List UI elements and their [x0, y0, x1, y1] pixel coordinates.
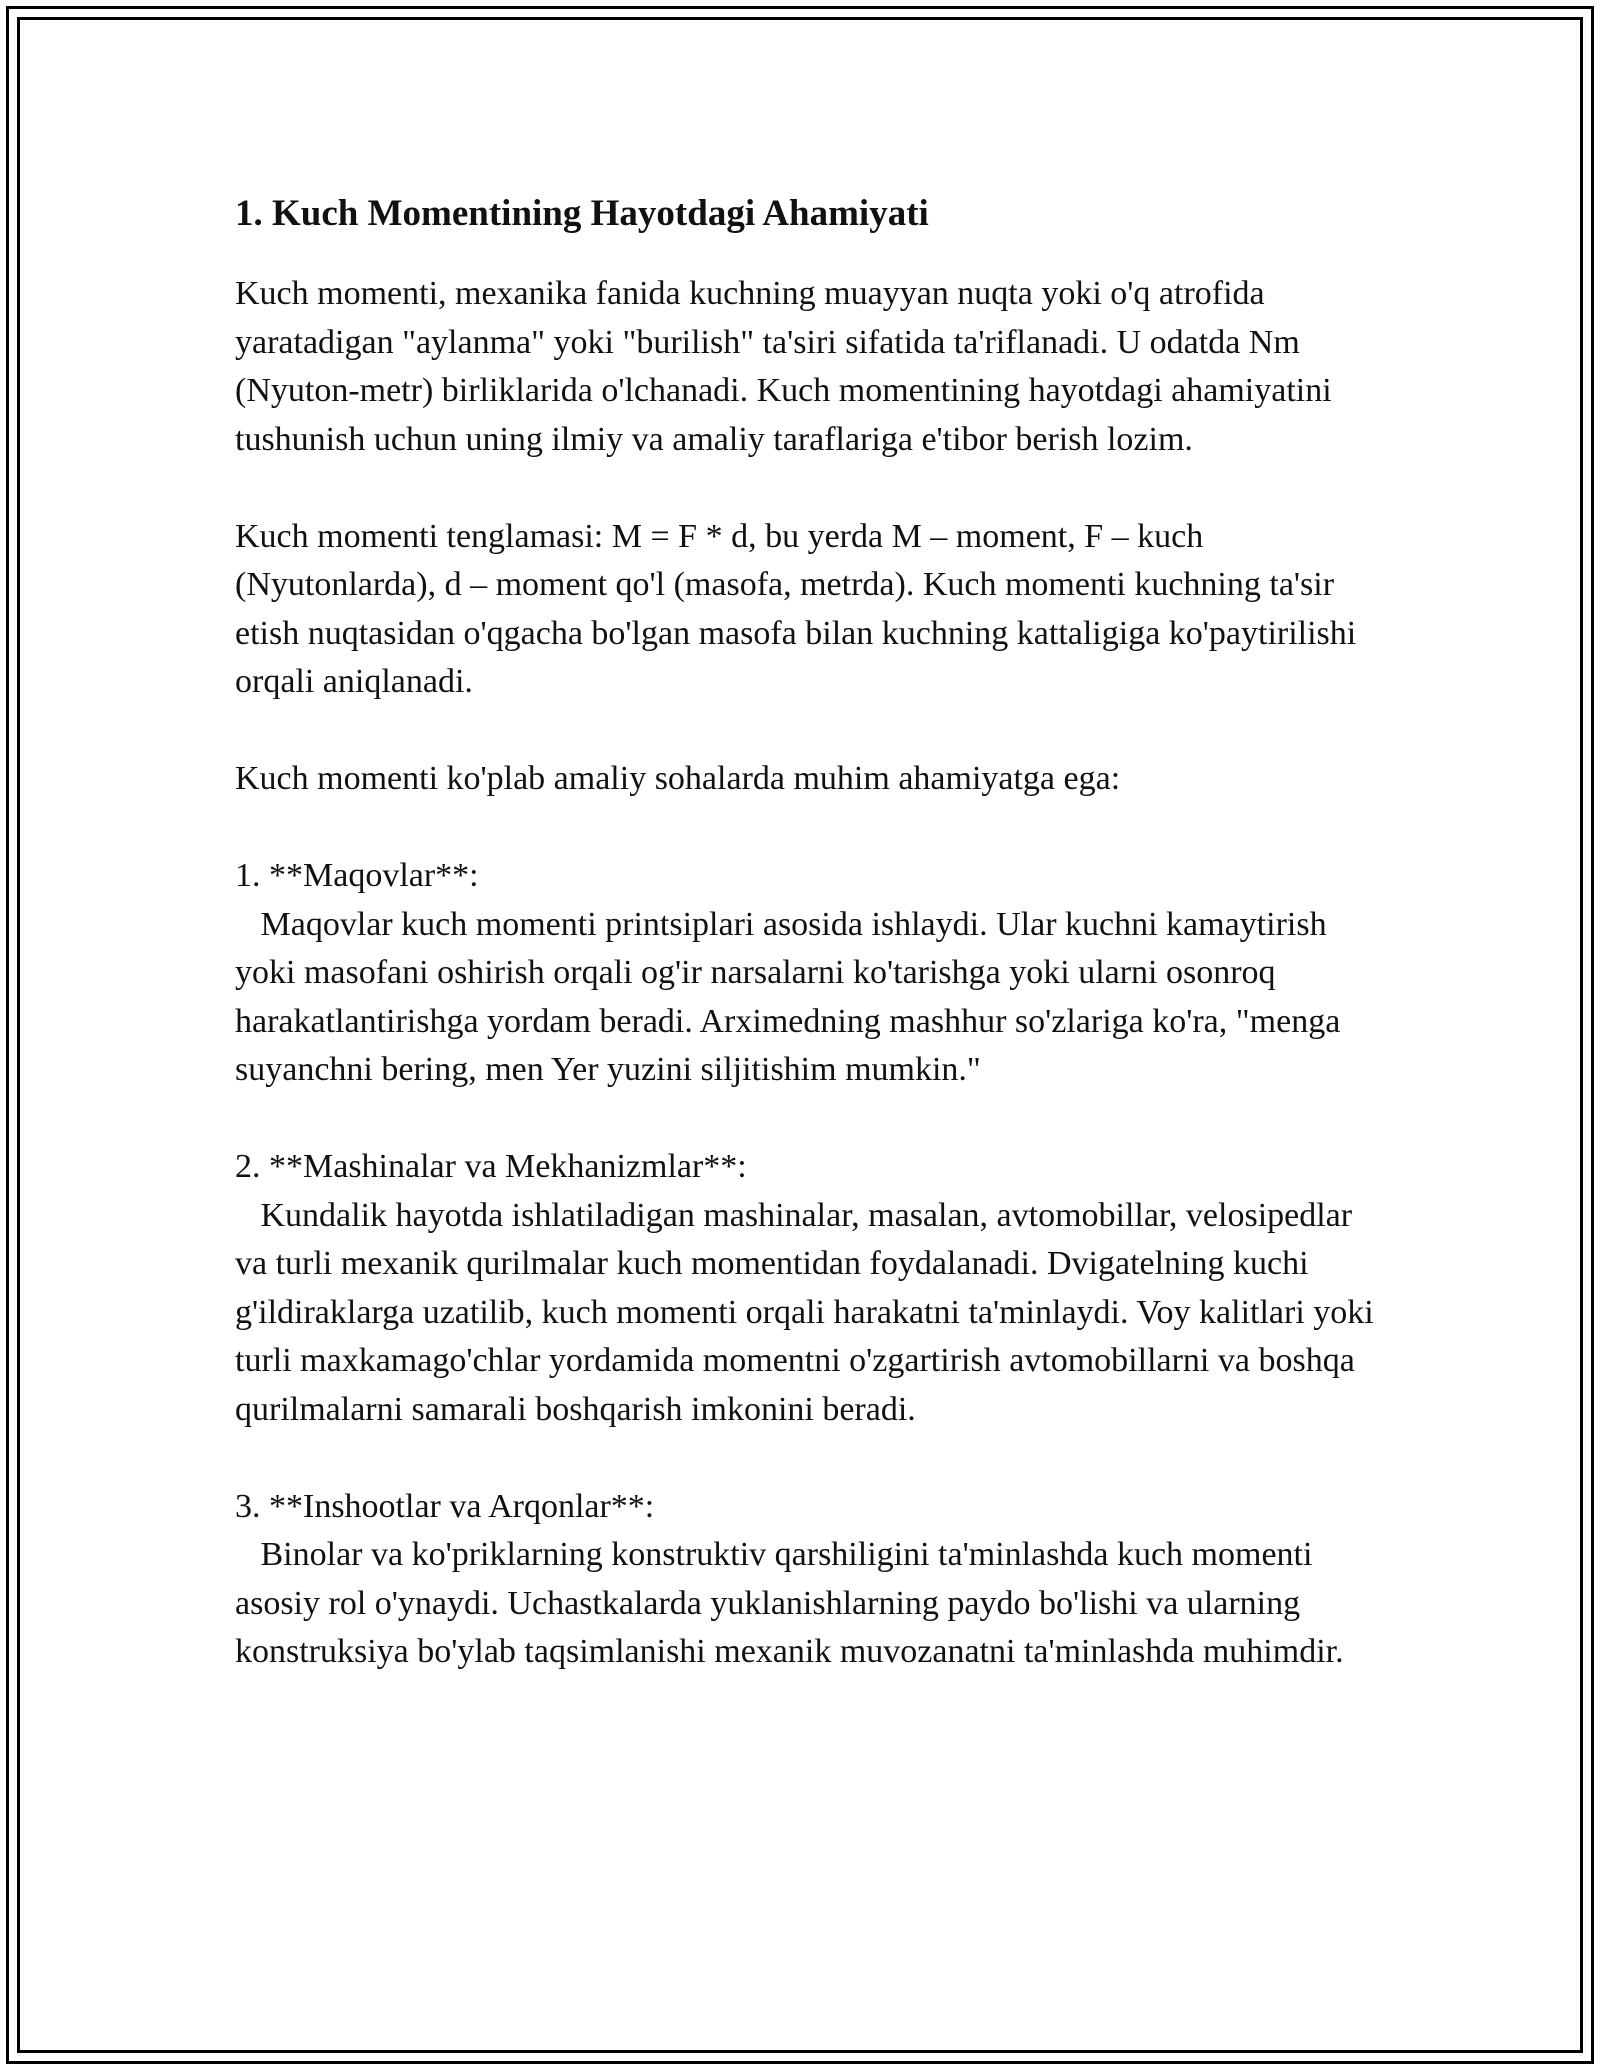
intro-paragraph: Kuch momenti, mexanika fanida kuchning muayyan nuqta yoki o'q atrofida yaratadigan "aylanma" yoki "burilish" ta'siri sifatida ta'riflanadi. U odatda Nm (Nyuton-metr) birliklarida o'lchanadi. Kuch momentining hayotdagi ahamiyatini tushunish uchun uning ilmiy va amaliy taraflariga e'tibor berish lozim.	[235, 275, 1341, 458]
list-item-text: Binolar va ko'priklarning konstruktiv qarshiligini ta'minlashda kuch momenti asosiy rol o'ynaydi. Uchastkalarda yuklanishlarning paydo bo'lishi va ularning konstruksiya bo'ylab taqsimlanishi mexanik muvozanatni ta'minlashda muhimdir.	[235, 1536, 1344, 1670]
list-item-structures	[235, 1483, 1375, 1677]
formula-paragraph: Kuch momenti tenglamasi: M = F * d, bu yerda M – moment, F – kuch (Nyutonlarda), d – moment qo'l (masofa, metrda). Kuch momenti kuchning ta'sir etish nuqtasidan o'qgacha bo'lgan masofa bilan kuchning kattaligiga ko'paytirilishi orqali aniqlanadi.	[235, 517, 1365, 700]
list-item-heading: 1. **Maqovlar**:	[235, 857, 479, 894]
list-item-heading: 3. **Inshootlar va Arqonlar**:	[235, 1487, 655, 1525]
paragraph-spacer	[235, 1095, 1375, 1144]
list-item-machines	[235, 1143, 1383, 1434]
paragraph-spacer	[235, 1434, 1375, 1483]
paragraph-spacer	[235, 464, 1375, 513]
list-item-levers	[235, 852, 1375, 1095]
paragraph-spacer	[235, 804, 1375, 853]
document-title: 1. Kuch Momentining Hayotdagi Ahamiyati	[235, 193, 929, 234]
paragraph-spacer	[235, 707, 1375, 756]
document-body	[235, 186, 1383, 1677]
list-item-text: Kundalik hayotda ishlatiladigan mashinalar, masalan, avtomobillar, velosipedlar va turli mexanik qurilmalar kuch momentidan foydalanadi. Dvigatelning kuchi g'ildiraklarga uzatilib, kuch momenti orqali harakatni ta'minlaydi. Voy kalitlari yoki turli maxkamago'chlar yordamida momentni o'zgartirish avtomobillarni va boshqa qurilmalarni samarali boshqarish imkonini beradi.	[235, 1196, 1383, 1428]
list-item-heading: 2. **Mashinalar va Mekhanizmlar**:	[235, 1148, 747, 1185]
list-item-text: Maqovlar kuch momenti printsiplari asosida ishlaydi. Ular kuchni kamaytirish yoki masofani oshirish orqali og'ir narsalarni ko'tarishga yoki ularni osonroq harakatlantirishga yordam beradi. Arximedning mashhur so'zlariga ko'ra, "menga suyanchni bering, men Yer yuzini siljitishim mumkin."	[235, 905, 1349, 1088]
applications-intro-paragraph: Kuch momenti ko'plab amaliy sohalarda muhim ahamiyatga ega:	[235, 760, 1121, 797]
